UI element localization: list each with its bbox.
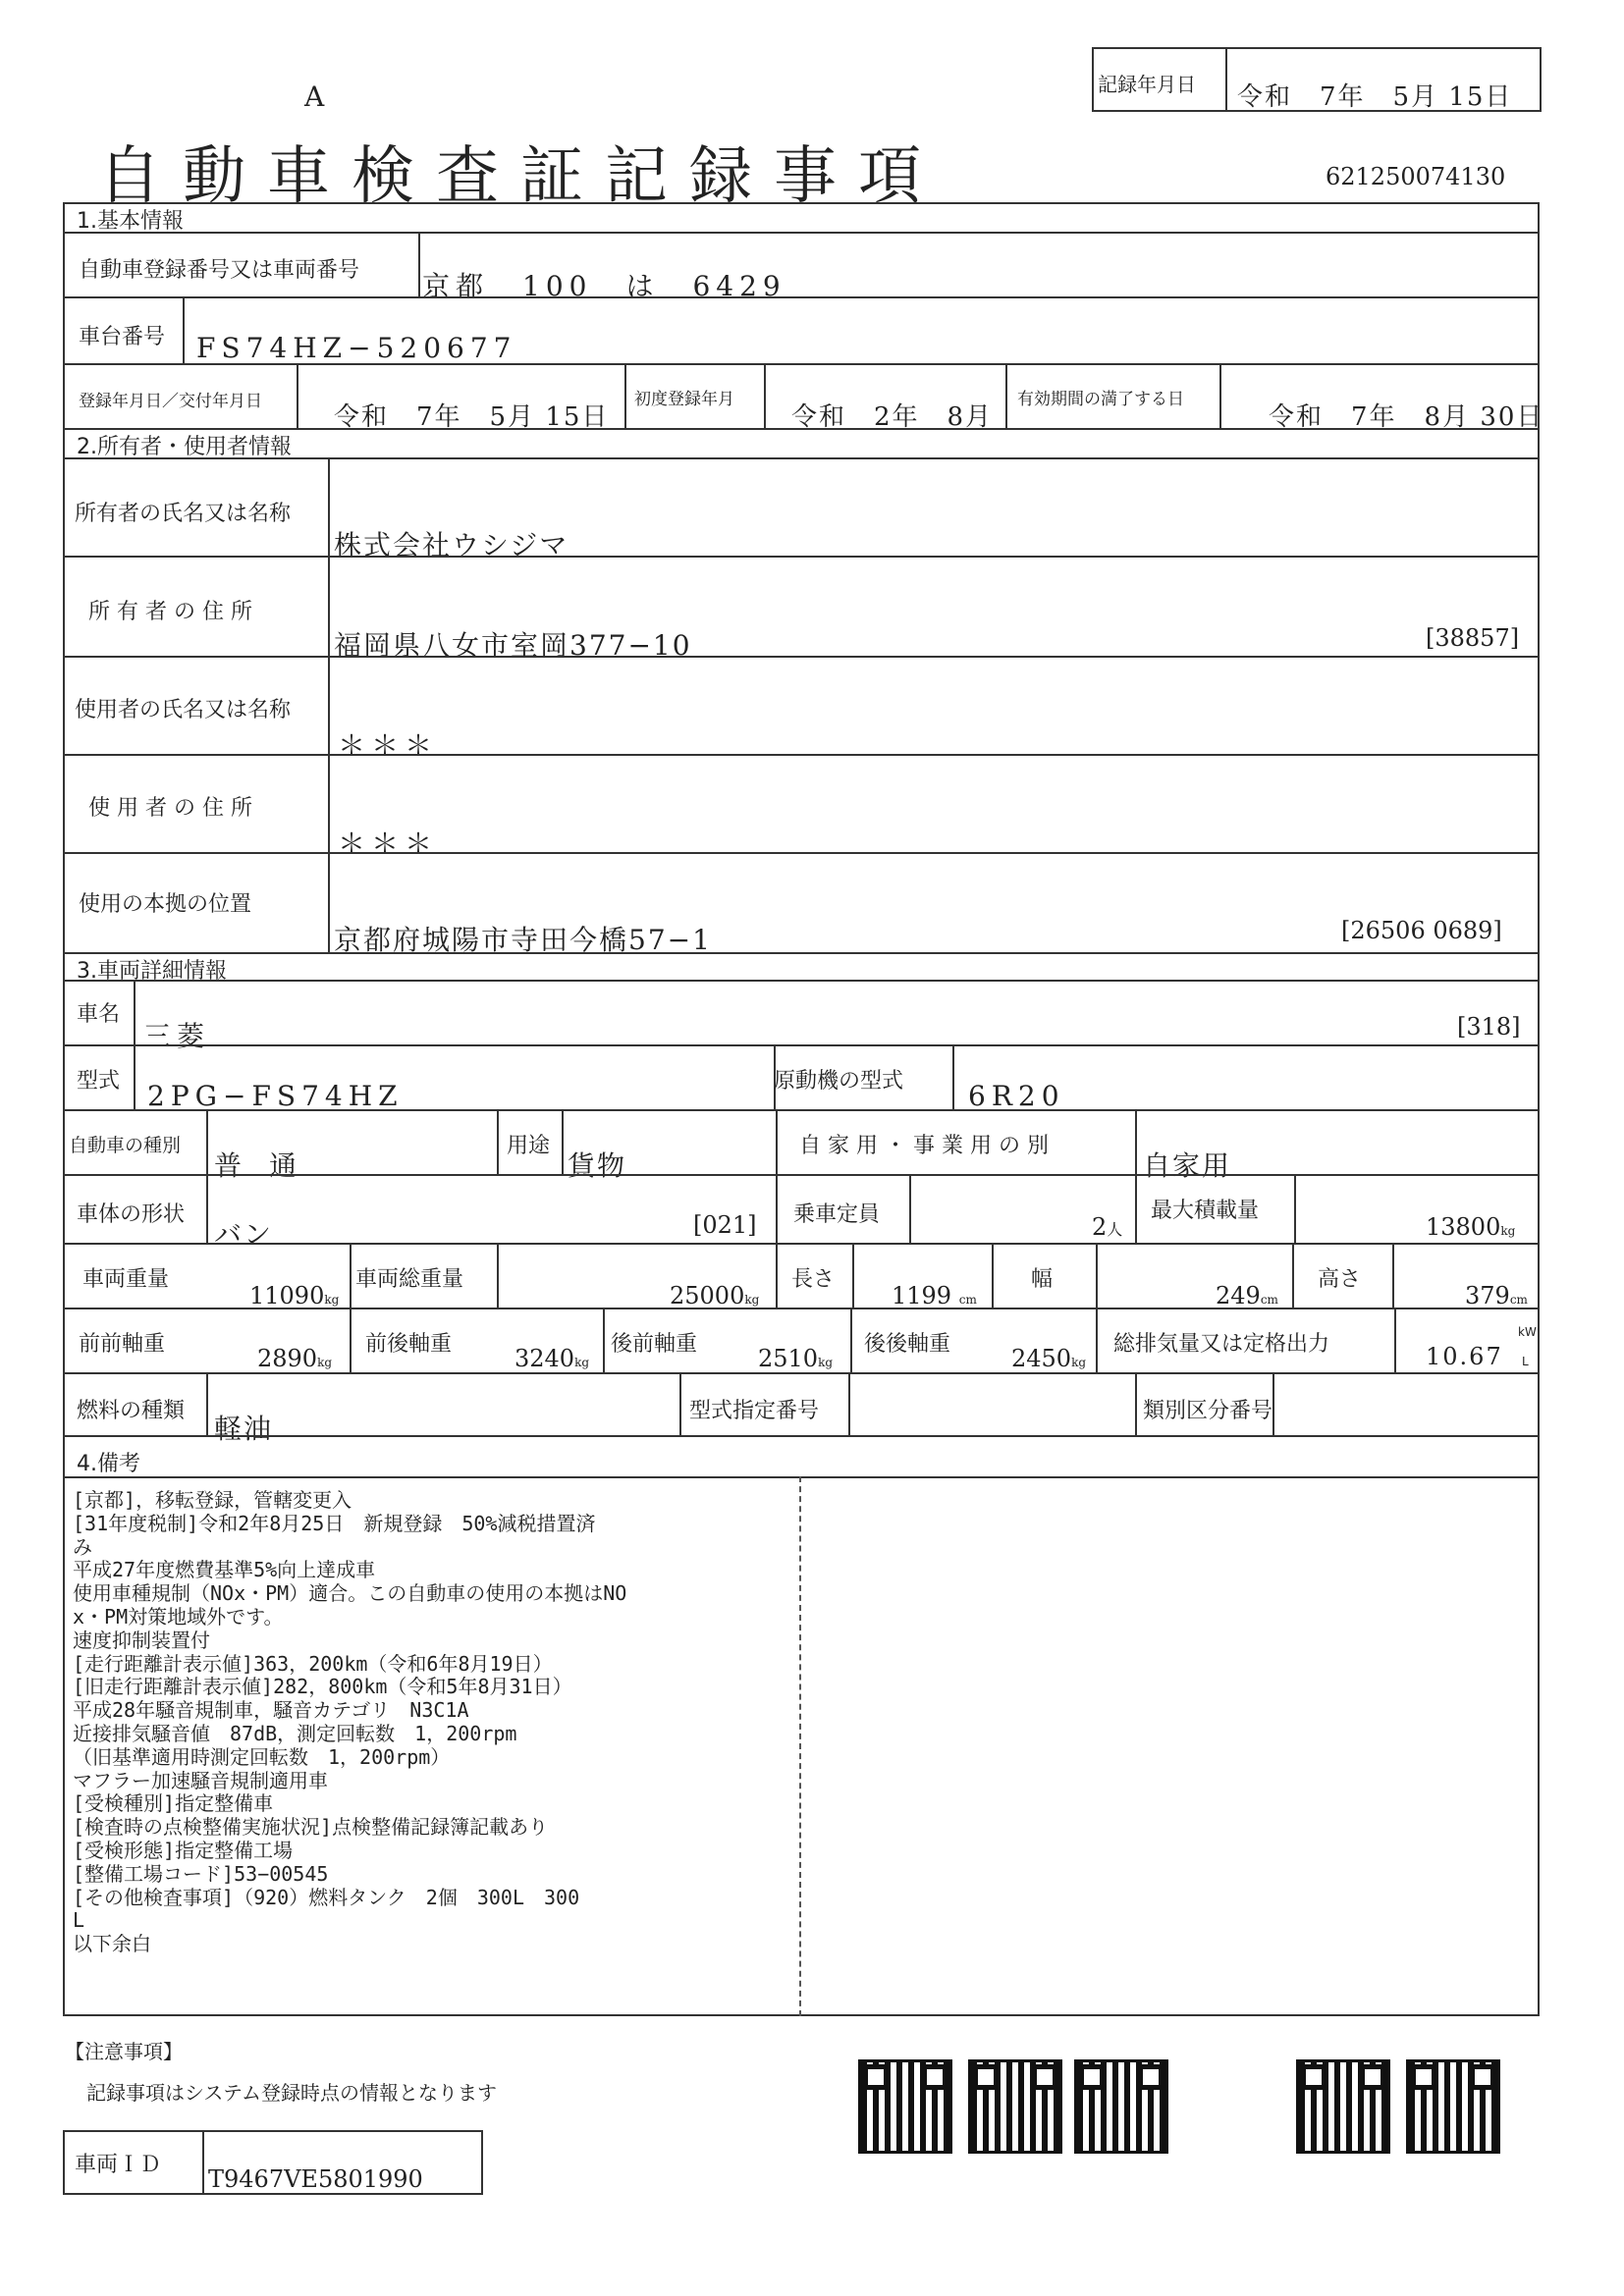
gross-weight-unit: kg <box>744 1293 760 1307</box>
first-reg-label: 初度登録年月 <box>634 390 734 409</box>
capacity-unit: 人 <box>1107 1220 1123 1239</box>
vehicle-kind-label: 自動車の種別 <box>69 1135 182 1156</box>
front-rear-axle: 3240 <box>514 1345 575 1372</box>
expiry-label: 有効期間の満了する日 <box>1017 390 1184 409</box>
max-load: 13800 <box>1426 1213 1501 1241</box>
rear-front-axle: 2510 <box>758 1345 819 1372</box>
engine-model-label: 原動機の型式 <box>774 1069 904 1094</box>
user-address: ＊＊＊ <box>338 828 439 860</box>
length-unit: cm <box>958 1293 977 1307</box>
vehicle-id-label: 車両ＩＤ <box>75 2153 162 2177</box>
rear-rear-axle: 2450 <box>1011 1345 1072 1372</box>
qr-code-4 <box>1296 2059 1390 2154</box>
use-label: 用途 <box>507 1134 551 1158</box>
section-basic-info-heading: 1.基本情報 <box>77 209 184 234</box>
displacement-unit-l: L <box>1522 1355 1529 1368</box>
owner-name: 株式会社ウシジマ <box>334 529 569 561</box>
owner-name-label: 所有者の氏名又は名称 <box>75 502 292 526</box>
body-shape-code: [021] <box>693 1211 757 1239</box>
body-shape-label: 車体の形状 <box>77 1202 186 1227</box>
front-front-axle-unit: kg <box>317 1356 333 1369</box>
rear-front-axle-label: 後前軸重 <box>611 1332 698 1357</box>
owner-address-code: [38857] <box>1426 624 1520 652</box>
gross-weight: 25000 <box>670 1282 745 1309</box>
vehicle-kind: 普 通 <box>214 1149 298 1182</box>
maker-label: 車名 <box>77 1002 121 1027</box>
width: 249 <box>1216 1282 1261 1309</box>
front-rear-axle-label: 前後軸重 <box>365 1332 453 1357</box>
height: 379 <box>1465 1282 1510 1309</box>
document-number: 621250074130 <box>1326 163 1506 190</box>
max-load-unit: kg <box>1500 1224 1516 1238</box>
use: 貨物 <box>568 1149 627 1182</box>
vehicle-id: T9467VE5801990 <box>208 2165 423 2193</box>
private-business-label: 自 家 用 ・ 事 業 用 の 別 <box>799 1134 1049 1158</box>
owner-address-label: 所 有 者 の 住 所 <box>88 600 252 624</box>
user-name-label: 使用者の氏名又は名称 <box>75 698 292 722</box>
section-vehicle-heading: 3.車両詳細情報 <box>77 959 227 984</box>
user-address-label: 使 用 者 の 住 所 <box>88 796 252 821</box>
vehicle-weight-unit: kg <box>324 1293 340 1307</box>
gross-weight-label: 車両総重量 <box>355 1267 464 1292</box>
front-front-axle: 2890 <box>257 1345 318 1372</box>
remarks-text: [京都]，移転登録，管轄変更入 [31年度税制]令和2年8月25日 新規登録 50%減税措置済 み 平成27年度燃費基準5%向上達成車 使用車種規制（NOx・PM）適合。この自動車の使用の本拠はNO x・PM対策地域外です。 速度抑制装置付 [走行距離計表示値]363，200km（令和6年8月19日） [旧走行距離計表示値]282，800km（令和5年8月31日） 平成28年騒音規制車，騒音カテゴリ N3C1A 近接排気騒音値 87dB，測定回転数 1，200rpm （旧基準適用時測定回転数 1，200rpm） マフラー加速騒音規制適用車 [受検種別]指定整備車 [検査時の点検整備実施状況]点検整備記録簿記載あり [受検形態]指定整備工場 [整備工場コード]53−00545 [その他検査事項]（920）燃料タンク 2個 300L 300 L 以下余白 <box>73 1488 627 1956</box>
rear-front-axle-unit: kg <box>818 1356 834 1369</box>
page-mark: A <box>304 80 325 113</box>
qr-code-3 <box>1074 2059 1168 2154</box>
model: 2PG−FS74HZ <box>147 1080 404 1112</box>
chassis-number-label: 車台番号 <box>79 325 166 349</box>
vehicle-weight-label: 車両重量 <box>82 1267 170 1292</box>
length-label: 長さ <box>791 1267 836 1292</box>
height-unit: cm <box>1509 1293 1528 1307</box>
capacity-label: 乗車定員 <box>793 1202 881 1227</box>
height-label: 高さ <box>1318 1267 1362 1292</box>
width-unit: cm <box>1260 1293 1278 1307</box>
notice-heading: 【注意事項】 <box>65 2040 183 2063</box>
qr-code-2 <box>968 2059 1062 2154</box>
body-shape: バン <box>214 1218 274 1251</box>
maker-code: [318] <box>1457 1013 1521 1041</box>
base-location-code: [26506 0689] <box>1341 917 1502 944</box>
rear-rear-axle-unit: kg <box>1071 1356 1087 1369</box>
capacity: 2 <box>1092 1213 1108 1241</box>
chassis-number: FS74HZ−520677 <box>196 332 517 364</box>
maker: 三菱 <box>143 1020 211 1052</box>
base-location-label: 使用の本拠の位置 <box>79 892 252 917</box>
max-load-label: 最大積載量 <box>1151 1199 1260 1223</box>
expiry-date: 令和 7年 8月 30日 <box>1269 402 1544 432</box>
fuel-type: 軽油 <box>214 1413 274 1445</box>
first-reg-date: 令和 2年 8月 <box>791 402 994 432</box>
model-label: 型式 <box>77 1069 121 1094</box>
rear-rear-axle-label: 後後軸重 <box>864 1332 951 1357</box>
engine-model: 6R20 <box>968 1080 1065 1112</box>
front-front-axle-label: 前前軸重 <box>79 1332 166 1357</box>
width-label: 幅 <box>1031 1267 1054 1292</box>
page-title: 自動車検査証記録事項 <box>98 140 943 213</box>
displacement: 10.67 <box>1426 1343 1503 1370</box>
reg-date: 令和 7年 5月 15日 <box>334 402 610 432</box>
record-date: 令和 7年 5月 15日 <box>1237 82 1513 112</box>
length: 1199 <box>892 1282 952 1309</box>
qr-code-5 <box>1406 2059 1500 2154</box>
reg-number-label: 自動車登録番号又は車両番号 <box>79 258 360 283</box>
vehicle-weight: 11090 <box>249 1282 325 1309</box>
type-cert-label: 型式指定番号 <box>689 1399 820 1423</box>
fuel-type-label: 燃料の種類 <box>77 1399 186 1423</box>
reg-number: 京都 100 は 6429 <box>422 270 786 302</box>
owner-address: 福岡県八女市室岡377−10 <box>334 629 692 662</box>
notice-text: 記録事項はシステム登録時点の情報となります <box>86 2081 497 2105</box>
record-date-label: 記録年月日 <box>1098 73 1196 96</box>
displacement-unit-kw: kW <box>1518 1325 1537 1339</box>
private-business: 自家用 <box>1143 1149 1232 1182</box>
qr-code-1 <box>858 2059 952 2154</box>
base-location: 京都府城陽市寺田今橋57−1 <box>334 924 712 956</box>
section-owner-heading: 2.所有者・使用者情報 <box>77 435 292 459</box>
reg-date-label: 登録年月日／交付年月日 <box>79 392 262 411</box>
section-remarks-heading: 4.備考 <box>77 1452 140 1476</box>
displacement-label: 総排気量又は定格出力 <box>1113 1332 1330 1357</box>
user-name: ＊＊＊ <box>338 729 439 762</box>
front-rear-axle-unit: kg <box>574 1356 590 1369</box>
class-number-label: 類別区分番号 <box>1143 1399 1273 1423</box>
